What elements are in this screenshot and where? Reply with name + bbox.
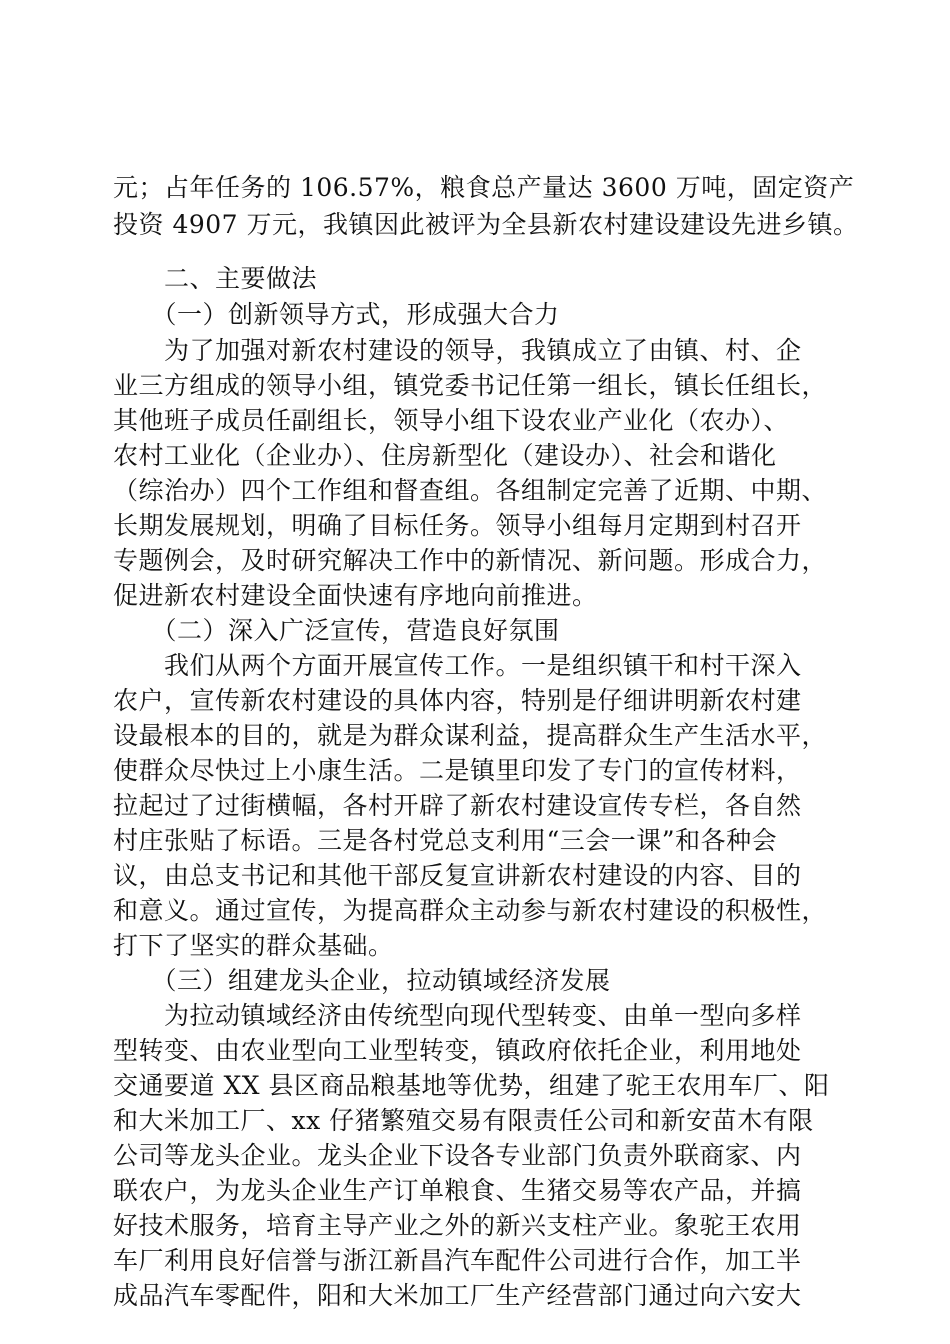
text-line: （综治办）四个工作组和督查组。各组制定完善了近期、中期、: [113, 476, 828, 505]
text-line: 促进新农村建设全面快速有序地向前推进。: [113, 581, 598, 610]
text-line: 农村工业化（企业办）、住房新型化（建设办）、社会和谐化: [113, 441, 777, 470]
text-line: 和大米加工厂、xx 仔猪繁殖交易有限责任公司和新安苗木有限: [113, 1106, 814, 1135]
text-line: 和意义。通过宣传，为提高群众主动参与新农村建设的积极性，: [113, 896, 828, 925]
text-line: 成品汽车零配件，阳和大米加工厂生产经营部门通过向六安大: [113, 1281, 802, 1310]
text-line: 专题例会，及时研究解决工作中的新情况、新问题。形成合力，: [113, 546, 828, 575]
text-line: 议，由总支书记和其他干部反复宣讲新农村建设的内容、目的: [113, 861, 802, 890]
text-line: 打下了坚实的群众基础。: [113, 931, 394, 960]
text-line: 公司等龙头企业。龙头企业下设各专业部门负责外联商家、内: [113, 1141, 802, 1170]
text-line: 交通要道 XX 县区商品粮基地等优势，组建了驼王农用车厂、阳: [113, 1071, 830, 1100]
text-line: 好技术服务，培育主导产业之外的新兴支柱产业。象驼王农用: [113, 1211, 802, 1240]
text-line: 投资 4907 万元，我镇因此被评为全县新农村建设建设先进乡镇。: [113, 210, 859, 239]
text-line: 设最根本的目的，就是为群众谋利益，提高群众生产生活水平，: [113, 721, 828, 750]
text-line: 为了加强对新农村建设的领导，我镇成立了由镇、村、企: [113, 336, 802, 365]
section-heading: 二、主要做法: [113, 264, 318, 293]
text-line: 为拉动镇域经济由传统型向现代型转变、由单一型向多样: [113, 1001, 802, 1030]
text-line: 村庄张贴了标语。三是各村党总支利用“三会一课”和各种会: [113, 826, 778, 855]
text-line: 我们从两个方面开展宣传工作。一是组织镇干和村干深入: [113, 651, 802, 680]
text-line: 拉起过了过街横幅，各村开辟了新农村建设宣传专栏，各自然: [113, 791, 802, 820]
text-line: 农户，宣传新农村建设的具体内容，特别是仔细讲明新农村建: [113, 686, 802, 715]
text-line: 使群众尽快过上小康生活。二是镇里印发了专门的宣传材料，: [113, 756, 802, 785]
text-line: 其他班子成员任副组长，领导小组下设农业产业化（农办）、: [113, 406, 790, 435]
text-line: 型转变、由农业型向工业型转变，镇政府依托企业，利用地处: [113, 1036, 802, 1065]
text-line: 长期发展规划，明确了目标任务。领导小组每月定期到村召开: [113, 511, 802, 540]
subsection-heading: （二）深入广泛宣传，营造良好氛围: [113, 616, 560, 645]
text-line: 元；占年任务的 106.57%，粮食总产量达 3600 万吨，固定资产: [113, 173, 855, 202]
subsection-heading: （三）组建龙头企业，拉动镇域经济发展: [113, 966, 611, 995]
subsection-heading: （一）创新领导方式，形成强大合力: [113, 300, 560, 329]
text-line: 车厂利用良好信誉与浙江新昌汽车配件公司进行合作，加工半: [113, 1246, 802, 1275]
text-line: 联农户，为龙头企业生产订单粮食、生猪交易等农产品，并搞: [113, 1176, 802, 1205]
text-line: 业三方组成的领导小组，镇党委书记任第一组长，镇长任组长，: [113, 371, 828, 400]
